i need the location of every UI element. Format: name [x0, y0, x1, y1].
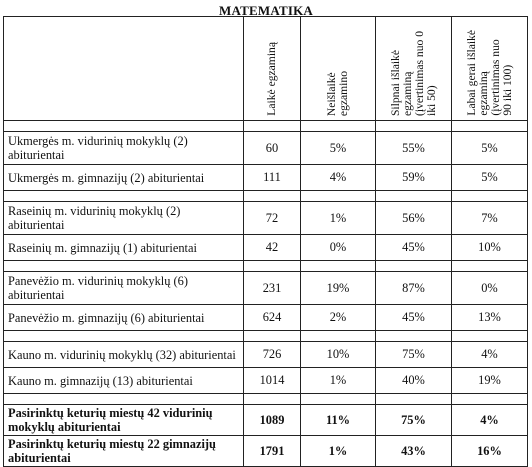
- failed-value: 5%: [301, 132, 376, 165]
- excellent-value: 4%: [452, 342, 528, 368]
- table-title: MATEMATIKA: [219, 3, 313, 18]
- row-name: Panevėžio m. gimnazijų (6) abiturientai: [4, 305, 244, 331]
- weak-value: 43%: [376, 436, 452, 467]
- weak-value: 40%: [376, 368, 452, 394]
- failed-value: 10%: [301, 342, 376, 368]
- excellent-value: 19%: [452, 368, 528, 394]
- failed-value: 19%: [301, 272, 376, 305]
- row-name: Kauno m. vidurinių mokyklų (32) abiturientai: [4, 342, 244, 368]
- total-row: [4, 405, 528, 436]
- excellent-value: 5%: [452, 132, 528, 165]
- weak-value: 87%: [376, 272, 452, 305]
- row-name: Ukmergės m. vidurinių mokyklų (2) abiturientai: [4, 132, 244, 165]
- took-value: 1089: [244, 405, 301, 436]
- excellent-value: 4%: [452, 405, 528, 436]
- results-table: [3, 16, 528, 467]
- separator-row: [4, 121, 528, 132]
- separator-row: [4, 394, 528, 405]
- row-name: Kauno m. gimnazijų (13) abiturientai: [4, 368, 244, 394]
- took-value: 1791: [244, 436, 301, 467]
- failed-value: 4%: [301, 165, 376, 191]
- weak-value: 75%: [376, 342, 452, 368]
- total-row: [4, 436, 528, 467]
- row-name: Raseinių m. vidurinių mokyklų (2) abiturientai: [4, 202, 244, 235]
- weak-value: 45%: [376, 305, 452, 331]
- took-value: 1014: [244, 368, 301, 394]
- took-value: 111: [244, 165, 301, 191]
- weak-value: 56%: [376, 202, 452, 235]
- failed-value: 11%: [301, 405, 376, 436]
- failed-value: 0%: [301, 235, 376, 261]
- separator-row: [4, 261, 528, 272]
- weak-value: 75%: [376, 405, 452, 436]
- excellent-value: 5%: [452, 165, 528, 191]
- separator-row: [4, 191, 528, 202]
- row-name: Panevėžio m. vidurinių mokyklų (6) abiturientai: [4, 272, 244, 305]
- header-weak-pass: Silpnai išlaikė egzaminą (įvertinimas nuo 0 iki 50): [376, 17, 452, 121]
- took-value: 624: [244, 305, 301, 331]
- row-name: Pasirinktų keturių miestų 42 vidurinių mokyklų abiturientai: [4, 405, 244, 436]
- excellent-value: 13%: [452, 305, 528, 331]
- row-name: Ukmergės m. gimnazijų (2) abiturientai: [4, 165, 244, 191]
- row-name: Raseinių m. gimnazijų (1) abiturientai: [4, 235, 244, 261]
- header-took-exam: Laikė egzaminą: [244, 17, 301, 121]
- took-value: 42: [244, 235, 301, 261]
- table-row: [4, 305, 528, 331]
- took-value: 231: [244, 272, 301, 305]
- took-value: 72: [244, 202, 301, 235]
- table-row: [4, 235, 528, 261]
- table-row: [4, 368, 528, 394]
- excellent-value: 10%: [452, 235, 528, 261]
- failed-value: 2%: [301, 305, 376, 331]
- table-row: [4, 165, 528, 191]
- separator-row: [4, 331, 528, 342]
- table-row: [4, 132, 528, 165]
- failed-value: 1%: [301, 202, 376, 235]
- header-row: [4, 17, 528, 121]
- excellent-value: 0%: [452, 272, 528, 305]
- failed-value: 1%: [301, 368, 376, 394]
- took-value: 726: [244, 342, 301, 368]
- table-row: [4, 342, 528, 368]
- header-cell-empty: [4, 17, 244, 121]
- failed-value: 1%: [301, 436, 376, 467]
- weak-value: 59%: [376, 165, 452, 191]
- weak-value: 45%: [376, 235, 452, 261]
- row-name: Pasirinktų keturių miestų 22 gimnazijų abiturientai: [4, 436, 244, 467]
- excellent-value: 7%: [452, 202, 528, 235]
- table-row: [4, 272, 528, 305]
- header-failed: Neišlaikė egzamino: [301, 17, 376, 121]
- header-excellent: Labai gerai išlaikė egzaminą (įvertinimas nuo 90 iki 100): [452, 17, 528, 121]
- took-value: 60: [244, 132, 301, 165]
- table-row: [4, 202, 528, 235]
- excellent-value: 16%: [452, 436, 528, 467]
- weak-value: 55%: [376, 132, 452, 165]
